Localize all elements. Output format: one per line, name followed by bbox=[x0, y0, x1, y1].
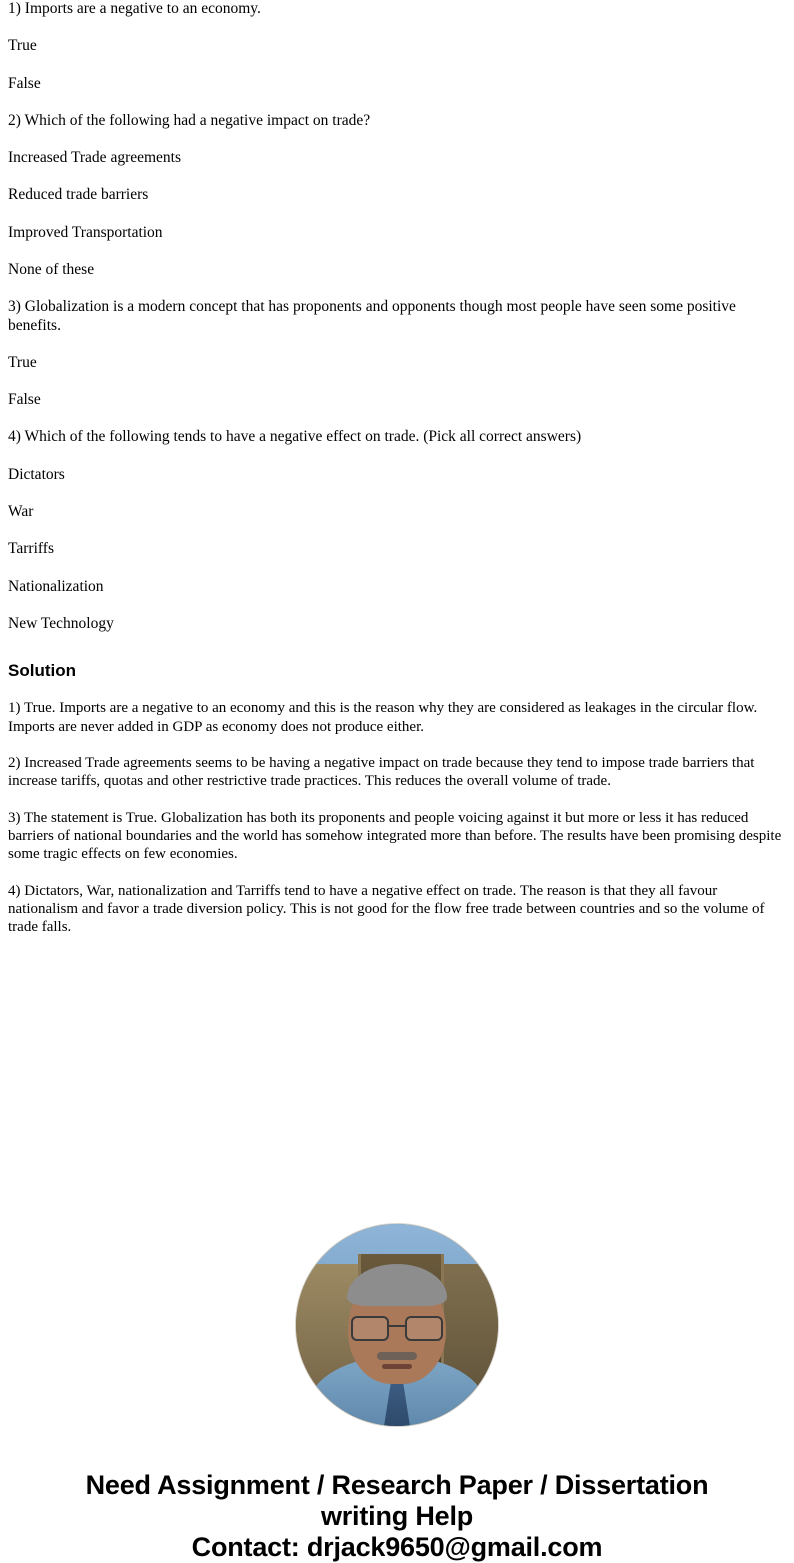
avatar-glasses-left-lens bbox=[351, 1316, 389, 1341]
avatar-glasses-bridge bbox=[387, 1325, 407, 1327]
solution-heading: Solution bbox=[8, 661, 76, 681]
question-2-option-3[interactable]: Improved Transportation bbox=[8, 223, 163, 241]
footer-contact[interactable]: Contact: drjack9650@gmail.com bbox=[191, 1532, 603, 1563]
avatar-container bbox=[8, 1224, 786, 1426]
question-2-option-2[interactable]: Reduced trade barriers bbox=[8, 186, 149, 204]
question-3-option-2[interactable]: False bbox=[8, 391, 41, 409]
question-2-option-1[interactable]: Increased Trade agreements bbox=[8, 149, 182, 167]
avatar bbox=[296, 1224, 498, 1426]
avatar-mouth bbox=[382, 1364, 412, 1369]
content-spacer bbox=[8, 954, 786, 1214]
solution-paragraph-1: 1) True. Imports are a negative to an economy and this is the reason why they are considered as leakages in the circular flow. Imports are never added in GDP as economy does not produce either. bbox=[8, 700, 758, 735]
footer-banner bbox=[8, 1470, 786, 1563]
question-3-text: 3) Globalization is a modern concept that has proponents and opponents though most people have seen some positive benefits. bbox=[8, 298, 736, 334]
question-4-option-1[interactable]: Dictators bbox=[8, 465, 65, 483]
question-4-option-2[interactable]: War bbox=[8, 502, 34, 520]
solution-paragraph-4: 4) Dictators, War, nationalization and Tarriffs tend to have a negative effect on trade. The reason is that they all favour nationalism and favor a trade diversion policy. This is not good for the flow free trade between countries and so the volume of trade falls. bbox=[8, 882, 765, 936]
question-4-option-4[interactable]: Nationalization bbox=[8, 577, 104, 595]
question-1-option-2[interactable]: False bbox=[8, 74, 41, 92]
question-2-option-4[interactable]: None of these bbox=[8, 260, 95, 278]
avatar-glasses-right-lens bbox=[405, 1316, 443, 1341]
footer-headline-line1: Need Assignment / Research Paper / Dissertation bbox=[85, 1470, 709, 1501]
question-4-text: 4) Which of the following tends to have a negative effect on trade. (Pick all correct answers) bbox=[8, 428, 582, 446]
question-3-option-1[interactable]: True bbox=[8, 353, 37, 371]
question-2-text: 2) Which of the following had a negative impact on trade? bbox=[8, 111, 371, 129]
avatar-glasses-icon bbox=[351, 1316, 443, 1338]
question-1-text: 1) Imports are a negative to an economy. bbox=[8, 0, 261, 17]
question-1-option-1[interactable]: True bbox=[8, 37, 37, 55]
avatar-mustache bbox=[377, 1352, 417, 1360]
solution-paragraph-3: 3) The statement is True. Globalization has both its proponents and people voicing against it but more or less it has reduced barriers of national boundaries and the world has somehow integrated more than before. The results have been promising despite some tragic effects on few economies. bbox=[8, 809, 782, 863]
question-4-option-5[interactable]: New Technology bbox=[8, 614, 114, 632]
question-4-option-3[interactable]: Tarriffs bbox=[8, 540, 54, 558]
solution-paragraph-2: 2) Increased Trade agreements seems to be having a negative impact on trade because they tend to impose trade barriers that increase tariffs, quotas and other restrictive trade practices. This reduces the overall volume of trade. bbox=[8, 755, 755, 790]
footer-headline-line2: writing Help bbox=[320, 1500, 474, 1531]
